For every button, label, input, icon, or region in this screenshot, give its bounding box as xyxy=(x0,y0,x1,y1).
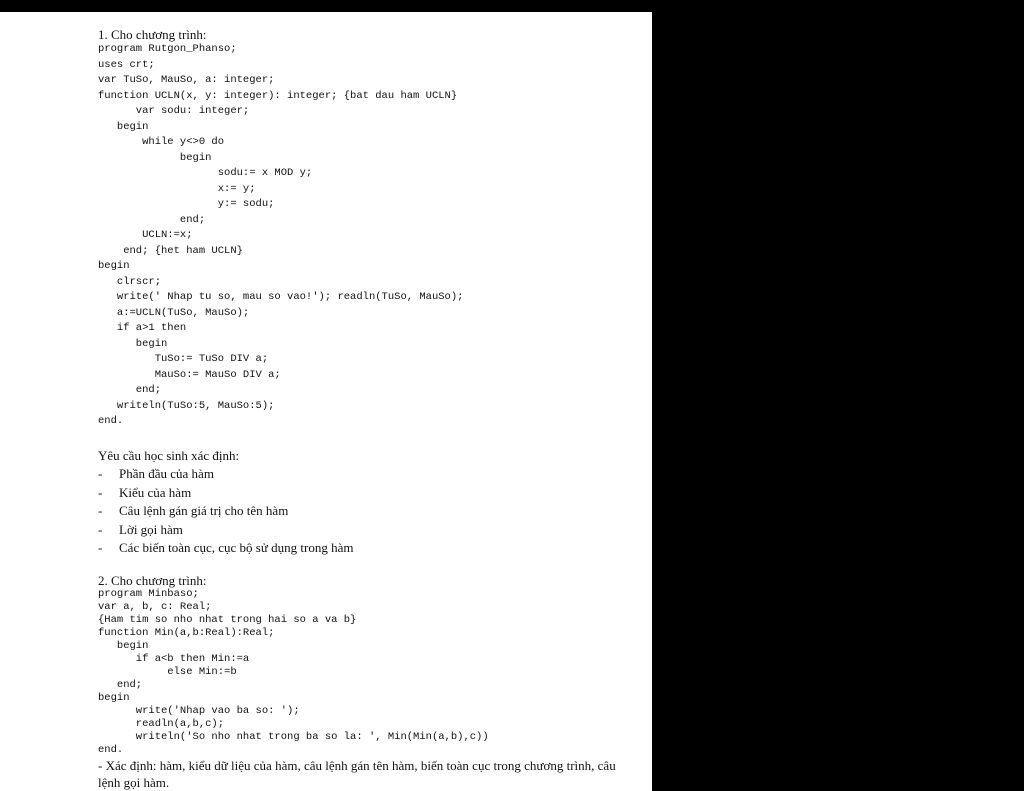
document-page xyxy=(0,12,652,791)
code-line: sodu:= x MOD y; xyxy=(98,167,313,179)
requirement-text: Lời gọi hàm xyxy=(119,521,183,537)
bullet-dash: - xyxy=(98,466,103,481)
code-line: writeln(TuSo:5, MauSo:5); xyxy=(98,399,275,412)
bullet-dash: - xyxy=(98,503,103,518)
code-line: end; {het ham UCLN} xyxy=(98,244,243,257)
list-item xyxy=(98,521,638,540)
code-line: if a<b then Min:=a xyxy=(98,652,250,665)
requirement-text: Các biến toàn cục, cục bộ sử dụng trong hàm xyxy=(119,540,354,555)
code-line: MauSo:= MauSo DIV a; xyxy=(98,368,281,381)
code-line: y:= sodu; xyxy=(98,198,275,210)
bullet-dash: - xyxy=(98,521,103,537)
bullet-dash: - xyxy=(98,540,103,555)
code-line: function Min(a,b:Real):Real; xyxy=(98,626,275,639)
code-line: UCLN:=x; xyxy=(98,229,193,241)
section2-heading: 2. Cho chương trình: xyxy=(98,572,207,588)
code-line: end. xyxy=(98,743,124,756)
code-line: else Min:=b xyxy=(98,665,237,678)
requirement-text: Phần đầu của hàm xyxy=(119,466,214,481)
requirement-text: Kiểu của hàm xyxy=(119,484,192,500)
list-item xyxy=(98,502,638,521)
code-line: begin xyxy=(98,120,149,133)
code-line: if a>1 then xyxy=(98,322,187,334)
code-line: var sodu: integer; xyxy=(98,105,250,117)
code-line: end; xyxy=(98,678,143,691)
list-item xyxy=(98,484,638,503)
code-line: begin xyxy=(98,337,168,350)
list-item xyxy=(98,465,638,484)
code-line: readln(a,b,c); xyxy=(98,717,225,730)
section1-code-block xyxy=(98,42,638,430)
code-line: write('Nhap vao ba so: '); xyxy=(98,704,300,717)
bullet-dash: - xyxy=(98,484,103,500)
code-line: end. xyxy=(98,415,124,427)
requirement-text: Câu lệnh gán giá trị cho tên hàm xyxy=(119,503,289,518)
code-line: write(' Nhap tu so, mau so vao!'); readln(TuSo, MauSo); xyxy=(98,291,464,303)
code-line: while y<>0 do xyxy=(98,136,225,148)
requirement-list xyxy=(98,465,638,558)
code-line: end; xyxy=(98,384,162,396)
requirement-title: Yêu cầu học sinh xác định: xyxy=(98,447,240,463)
code-line: a:=UCLN(TuSo, MauSo); xyxy=(98,306,250,319)
code-line: var a, b, c: Real; xyxy=(98,600,212,613)
section2-code-block xyxy=(98,588,638,757)
code-line: begin xyxy=(98,260,130,272)
code-line: program Minbaso; xyxy=(98,587,199,600)
code-line: program Rutgon_Phanso; xyxy=(98,43,237,55)
code-line: begin xyxy=(98,151,212,164)
section1-heading: 1. Cho chương trình: xyxy=(98,27,207,42)
code-line: end; xyxy=(98,213,206,226)
code-line: begin xyxy=(98,639,149,652)
code-line: TuSo:= TuSo DIV a; xyxy=(98,353,269,365)
list-item xyxy=(98,539,638,558)
code-line: writeln('So nho nhat trong ba so la: ', Min(Min(a,b),c)) xyxy=(98,730,489,743)
code-line: begin xyxy=(98,691,130,704)
code-line: {Ham tim so nho nhat trong hai so a va b} xyxy=(98,613,357,626)
code-line: x:= y; xyxy=(98,182,256,195)
document-content xyxy=(98,27,638,791)
section2-note: - Xác định: hàm, kiểu dữ liệu của hàm, câu lệnh gán tên hàm, biến toàn cục trong chương trình, câu lệnh gọi hàm. xyxy=(98,757,616,790)
code-line: clrscr; xyxy=(98,275,162,288)
code-line: var TuSo, MauSo, a: integer; xyxy=(98,74,275,86)
code-line: function UCLN(x, y: integer): integer; {bat dau ham UCLN} xyxy=(98,89,458,102)
code-line: uses crt; xyxy=(98,58,155,71)
